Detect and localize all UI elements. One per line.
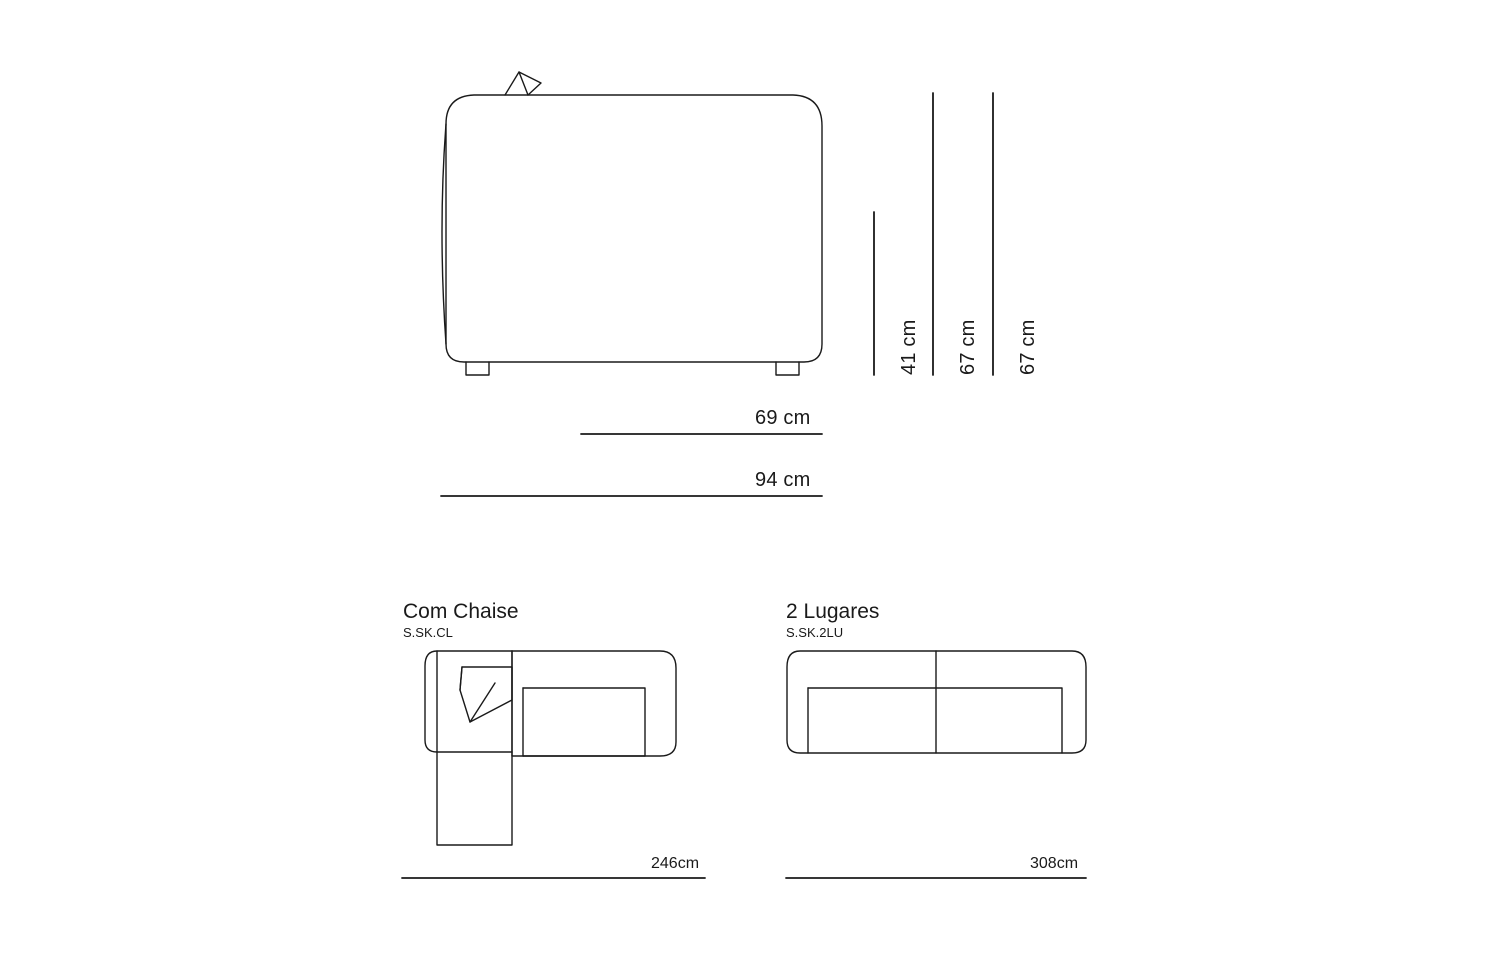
- sofa-side-elevation-outline: [442, 72, 822, 375]
- foot-left: [466, 362, 489, 375]
- dim-label-depth-inner: 69 cm: [755, 407, 811, 429]
- variant-title-com-chaise: Com Chaise: [403, 600, 519, 623]
- variant-2-lugares-plan: [787, 651, 1086, 753]
- variant-title-2-lugares: 2 Lugares: [786, 600, 880, 623]
- variant-com-chaise-plan: [425, 651, 676, 845]
- variant-code-com-chaise: S.SK.CL: [403, 625, 453, 640]
- dim-label-height-back-inner: 67 cm: [957, 319, 979, 375]
- variant-width-2-lugares: 308cm: [1030, 855, 1079, 872]
- foot-right: [776, 362, 799, 375]
- dim-label-height-seat: 41 cm: [898, 319, 920, 375]
- variant-width-com-chaise: 246cm: [651, 855, 700, 872]
- dim-label-depth-outer: 94 cm: [755, 469, 811, 491]
- variant-code-2-lugares: S.SK.2LU: [786, 625, 844, 640]
- dim-label-height-back-outer: 67 cm: [1017, 319, 1039, 375]
- cushion-detail-chaise: [460, 667, 512, 722]
